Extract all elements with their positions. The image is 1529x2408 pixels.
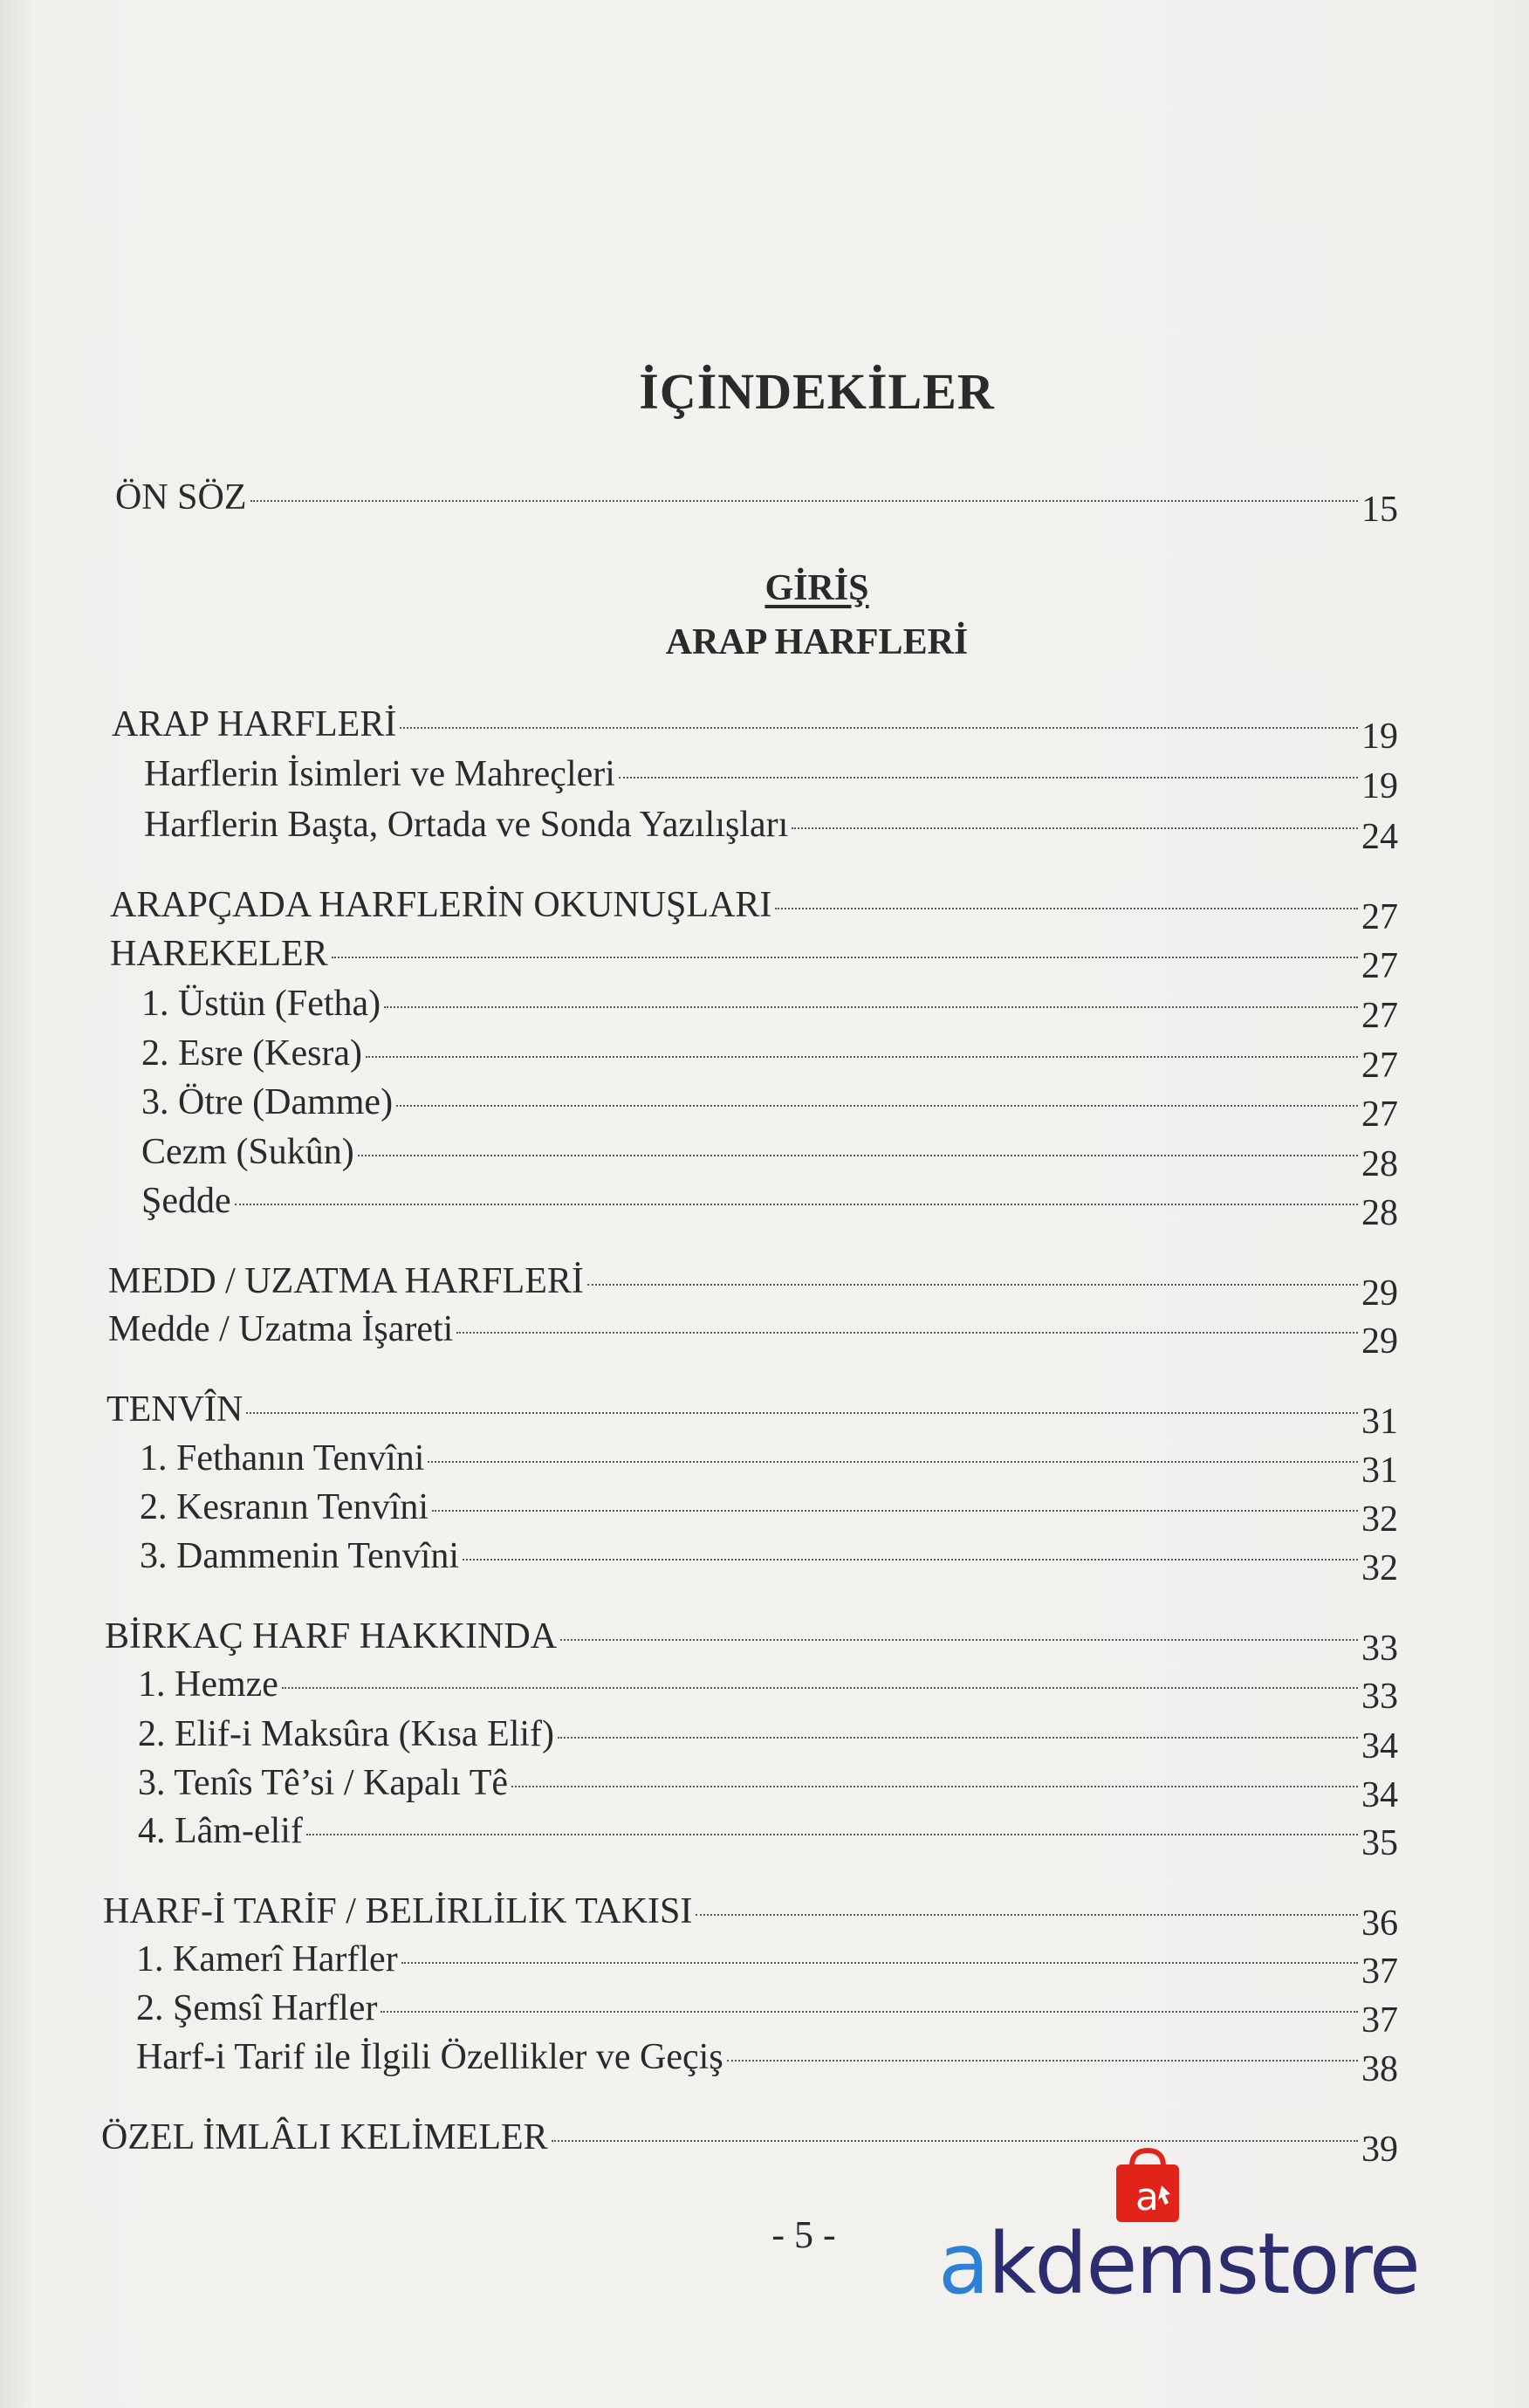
page-title: İÇİNDEKİLER bbox=[639, 363, 995, 420]
shopping-bag-icon bbox=[1113, 2147, 1183, 2226]
toc-entry-page: 27 bbox=[1361, 897, 1398, 937]
dot-leader bbox=[428, 1461, 1358, 1463]
toc-entry-page: 28 bbox=[1361, 1144, 1398, 1184]
toc-entry-page: 38 bbox=[1361, 2049, 1398, 2089]
toc-entry-label: MEDD / UZATMA HARFLERİ bbox=[108, 1261, 584, 1301]
store-name-text: akdemstore bbox=[938, 2215, 1419, 2313]
toc-entry bbox=[141, 982, 1398, 1036]
dot-leader bbox=[792, 827, 1358, 829]
toc-entry-label: Harf-i Tarif ile İlgili Özellikler ve Geçiş bbox=[136, 2037, 723, 2077]
toc-entry-label: Harflerin Başta, Ortada ve Sonda Yazılışları bbox=[144, 805, 789, 845]
toc-entry bbox=[140, 1437, 1398, 1491]
dot-leader bbox=[552, 2140, 1358, 2142]
dot-leader bbox=[401, 1962, 1358, 1964]
toc-entry-page: 19 bbox=[1361, 717, 1398, 757]
toc-entry bbox=[140, 1534, 1398, 1588]
toc-entry bbox=[138, 1761, 1398, 1815]
toc-entry bbox=[112, 703, 1398, 757]
toc-entry-label: ARAPÇADA HARFLERİN OKUNUŞLARI bbox=[110, 885, 772, 925]
toc-entry-label: BİRKAÇ HARF HAKKINDA bbox=[105, 1616, 558, 1657]
section-heading-arap-harfleri: ARAP HARFLERİ bbox=[665, 622, 969, 662]
dot-leader bbox=[246, 1412, 1358, 1414]
toc-entry-page: 19 bbox=[1361, 766, 1398, 806]
toc-entry-label: ÖZEL İMLÂLI KELİMELER bbox=[101, 2117, 548, 2158]
toc-entry-label: ÖN SÖZ bbox=[115, 477, 247, 518]
dot-leader bbox=[511, 1786, 1358, 1787]
toc-entry bbox=[108, 1259, 1398, 1314]
toc-entry-label: 1. Fethanın Tenvîni bbox=[140, 1438, 425, 1478]
page-number: - 5 - bbox=[771, 2213, 836, 2256]
toc-entry bbox=[138, 1663, 1398, 1717]
toc-entry bbox=[138, 1712, 1398, 1767]
toc-entry bbox=[105, 1615, 1398, 1669]
toc-entry bbox=[136, 2035, 1398, 2089]
toc-entry-preface bbox=[115, 476, 1398, 530]
toc-entry-label: Medde / Uzatma İşareti bbox=[108, 1309, 454, 1349]
dot-leader bbox=[400, 727, 1358, 729]
dot-leader bbox=[619, 777, 1358, 779]
toc-entry-page: 39 bbox=[1361, 2130, 1398, 2170]
toc-entry bbox=[144, 803, 1398, 857]
toc-entry-page: 27 bbox=[1361, 996, 1398, 1036]
dot-leader bbox=[456, 1332, 1358, 1334]
toc-entry-page: 35 bbox=[1361, 1823, 1398, 1863]
toc-entry-page: 32 bbox=[1361, 1499, 1398, 1540]
toc-entry-label: Harflerin İsimleri ve Mahreçleri bbox=[144, 754, 615, 794]
toc-entry-page: 29 bbox=[1361, 1273, 1398, 1314]
toc-entry-page: 37 bbox=[1361, 1952, 1398, 1992]
toc-entry-page: 36 bbox=[1361, 1904, 1398, 1944]
toc-entry-label: 1. Kamerî Harfler bbox=[136, 1939, 398, 1979]
toc-entry-label: ARAP HARFLERİ bbox=[112, 704, 397, 744]
toc-entry-page: 33 bbox=[1361, 1677, 1398, 1717]
toc-entry-page: 31 bbox=[1361, 1451, 1398, 1491]
toc-entry bbox=[103, 1890, 1398, 1944]
dot-leader bbox=[775, 908, 1358, 909]
dot-leader bbox=[587, 1284, 1358, 1286]
dot-leader bbox=[282, 1687, 1358, 1689]
toc-entry bbox=[141, 1032, 1398, 1086]
section-heading-giris: GİRİŞ bbox=[764, 568, 869, 608]
toc-entry-label: Cezm (Sukûn) bbox=[141, 1132, 354, 1172]
toc-entry-page: 33 bbox=[1361, 1629, 1398, 1669]
toc-entry-page: 32 bbox=[1361, 1548, 1398, 1588]
toc-entry-label: 3. Tenîs Tê’si / Kapalı Tê bbox=[138, 1763, 508, 1803]
toc-entry-page: 27 bbox=[1361, 1094, 1398, 1135]
toc-entry-label: 4. Lâm-elif bbox=[138, 1811, 303, 1851]
toc-entry bbox=[141, 1179, 1398, 1233]
toc-entry-label: 2. Şemsî Harfler bbox=[136, 1988, 378, 2028]
toc-entry-label: 2. Kesranın Tenvîni bbox=[140, 1487, 429, 1527]
toc-entry-label: 1. Hemze bbox=[138, 1664, 278, 1705]
toc-entry bbox=[140, 1485, 1398, 1540]
dot-leader bbox=[235, 1204, 1358, 1205]
dot-leader bbox=[727, 2060, 1358, 2062]
dot-leader bbox=[696, 1914, 1358, 1916]
toc-entry bbox=[141, 1081, 1398, 1135]
dot-leader bbox=[366, 1056, 1358, 1058]
dot-leader bbox=[306, 1834, 1358, 1835]
dot-leader bbox=[432, 1510, 1358, 1512]
toc-entry-label: 3. Dammenin Tenvîni bbox=[140, 1536, 460, 1576]
toc-entry-page: 27 bbox=[1361, 1046, 1398, 1086]
toc-entry-page: 24 bbox=[1361, 817, 1398, 857]
toc-entry-page: 29 bbox=[1361, 1321, 1398, 1362]
toc-entry bbox=[106, 1388, 1398, 1442]
toc-entry-label: HAREKELER bbox=[110, 934, 328, 974]
toc-entry bbox=[108, 1307, 1398, 1362]
toc-entry-label: 2. Esre (Kesra) bbox=[141, 1033, 363, 1074]
dot-leader bbox=[381, 2011, 1358, 2013]
dot-leader bbox=[463, 1559, 1358, 1561]
dot-leader bbox=[332, 957, 1358, 958]
store-watermark-logo bbox=[938, 2147, 1419, 2322]
toc-entry bbox=[110, 932, 1398, 986]
toc-entry-label: 2. Elif-i Maksûra (Kısa Elif) bbox=[138, 1714, 555, 1754]
dot-leader bbox=[358, 1155, 1358, 1156]
toc-entry-label: 1. Üstün (Fetha) bbox=[141, 984, 381, 1024]
toc-entry bbox=[136, 1938, 1398, 1992]
toc-entry-page: 34 bbox=[1361, 1726, 1398, 1767]
toc-entry-label: Şedde bbox=[141, 1181, 231, 1221]
toc-entry-label: TENVÎN bbox=[106, 1389, 243, 1430]
toc-entry-label: 3. Ötre (Damme) bbox=[141, 1082, 394, 1122]
dot-leader bbox=[250, 500, 1358, 502]
toc-entry-page: 31 bbox=[1361, 1402, 1398, 1442]
dot-leader bbox=[560, 1639, 1358, 1641]
toc-entry bbox=[144, 752, 1398, 806]
toc-entry-page: 15 bbox=[1361, 490, 1398, 530]
dot-leader bbox=[384, 1006, 1358, 1008]
toc-entry-page: 28 bbox=[1361, 1193, 1398, 1233]
dot-leader bbox=[558, 1737, 1358, 1739]
toc-entry bbox=[141, 1130, 1398, 1184]
toc-entry bbox=[138, 1809, 1398, 1863]
toc-entry-page: 34 bbox=[1361, 1775, 1398, 1815]
dot-leader bbox=[396, 1105, 1358, 1107]
svg-text:a: a bbox=[1135, 2175, 1159, 2219]
toc-entry bbox=[136, 1986, 1398, 2041]
toc-entry-page: 27 bbox=[1361, 946, 1398, 986]
toc-entry-page: 37 bbox=[1361, 2000, 1398, 2041]
toc-entry bbox=[110, 883, 1398, 937]
toc-entry-label: HARF-İ TARİF / BELİRLİLİK TAKISI bbox=[103, 1891, 693, 1931]
